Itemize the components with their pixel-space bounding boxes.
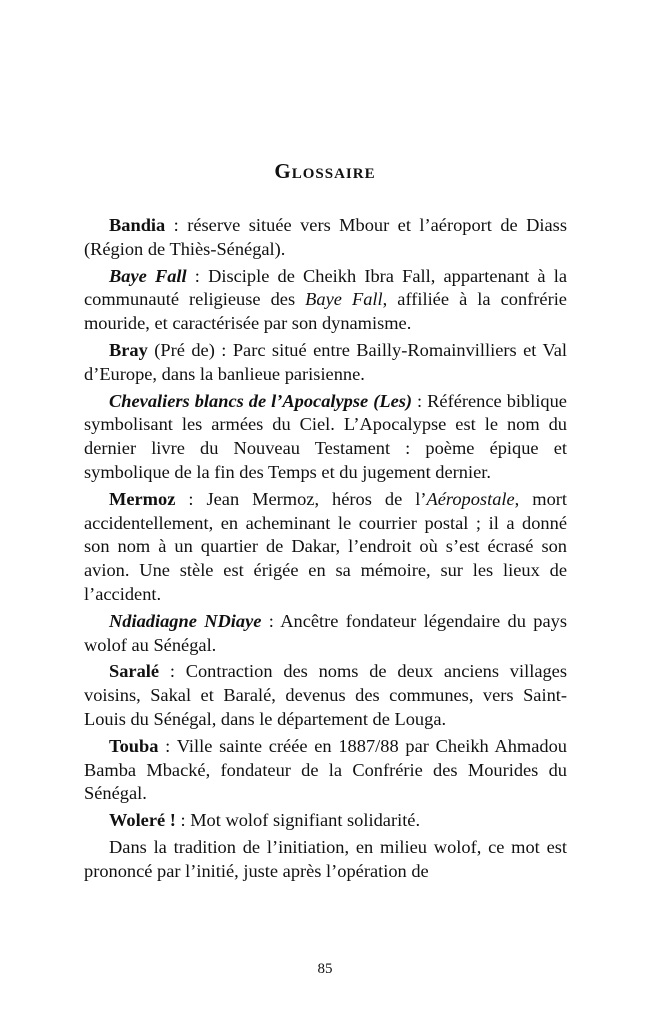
- glossary-entry-mermoz: [84, 488, 567, 607]
- glossary-term: Ndiadiagne NDiaye: [109, 610, 262, 631]
- glossary-term: Woleré !: [109, 810, 176, 831]
- glossary-entry-touba: [84, 735, 567, 806]
- term-separator: :: [158, 735, 177, 756]
- glossary-entry-chevaliers: [84, 390, 567, 485]
- glossary-entry-wolere: [84, 809, 567, 833]
- definition-emphasis: Baye Fall: [305, 289, 383, 310]
- glossary-entry-baye-fall: [84, 265, 567, 336]
- term-separator: :: [165, 215, 188, 235]
- glossary-term: Bray: [109, 339, 148, 360]
- definition-text: Jean Mermoz, héros de l’: [206, 488, 427, 509]
- term-separator: :: [261, 610, 281, 631]
- page-title: Glossaire: [274, 159, 376, 183]
- term-separator: :: [159, 661, 186, 682]
- glossary-entry-sarale: [84, 660, 567, 731]
- definition-text: Parc situé entre Bailly-Romainvilliers et Val d’Europe, dans la banlieue parisienne.: [84, 339, 568, 384]
- definition-text: Mot wolof signifiant solidarité.: [190, 810, 421, 831]
- page-number: 85: [317, 961, 333, 977]
- definition-text: Référence biblique symbolisant les armées du Ciel. L’Apocalypse est le nom du dernier livre du Nouveau Testament : poème épique et symbolique de la fin des Temps et du jugement dernier.: [84, 390, 567, 482]
- definition-text: , mort accidentellement, en acheminant le courrier postal ; il a donné son nom à un quartier de Dakar, l’endroit où s’est écrasé son avion. Une stèle est érigée en sa mémoire, sur les lieux de l’accident.: [84, 488, 567, 604]
- term-separator: :: [175, 488, 207, 509]
- definition-text: réserve située vers Mbour et l’aéroport de Diass (Région de Thiès-Sénégal).: [84, 215, 567, 259]
- glossary-entry-ndiadiagne: [84, 610, 567, 658]
- definition-emphasis: Aéropostale: [426, 488, 515, 509]
- glossary-entry-bray: [84, 339, 567, 387]
- term-separator: :: [412, 390, 428, 411]
- term-separator: :: [175, 810, 191, 831]
- definition-text: Ancêtre fondateur légendaire du pays wolof au Sénégal.: [84, 610, 567, 655]
- glossary-term: Mermoz: [109, 488, 176, 509]
- glossary-term: Saralé: [109, 661, 160, 682]
- term-separator: (Pré de) :: [147, 339, 233, 360]
- definition-text: , affiliée à la confrérie mouride, et caractérisée par son dynamisme.: [84, 289, 567, 334]
- glossary-term: Chevaliers blancs de l’Apocalypse (Les): [109, 390, 413, 411]
- definition-text: Contraction des noms de deux anciens villages voisins, Sakal et Baralé, devenus des communes, vers Saint-Louis du Sénégal, dans le département de Louga.: [84, 661, 567, 729]
- glossary-list: [84, 214, 567, 887]
- glossary-term: Touba: [109, 735, 159, 756]
- glossary-entry-bandia: [84, 214, 567, 262]
- glossary-term: Baye Fall: [109, 265, 187, 286]
- definition-text: Ville sainte créée en 1887/88 par Cheikh Ahmadou Bamba Mbacké, fondateur de la Confrérie des Mourides du Sénégal.: [84, 735, 567, 804]
- definition-text: Disciple de Cheikh Ibra Fall, appartenant à la communauté religieuse des: [84, 265, 567, 310]
- term-separator: :: [186, 265, 209, 286]
- glossary-term: Bandia: [109, 215, 166, 235]
- continuation-paragraph: Dans la tradition de l’initiation, en milieu wolof, ce mot est prononcé par l’initié, juste après l’opération de: [84, 836, 567, 881]
